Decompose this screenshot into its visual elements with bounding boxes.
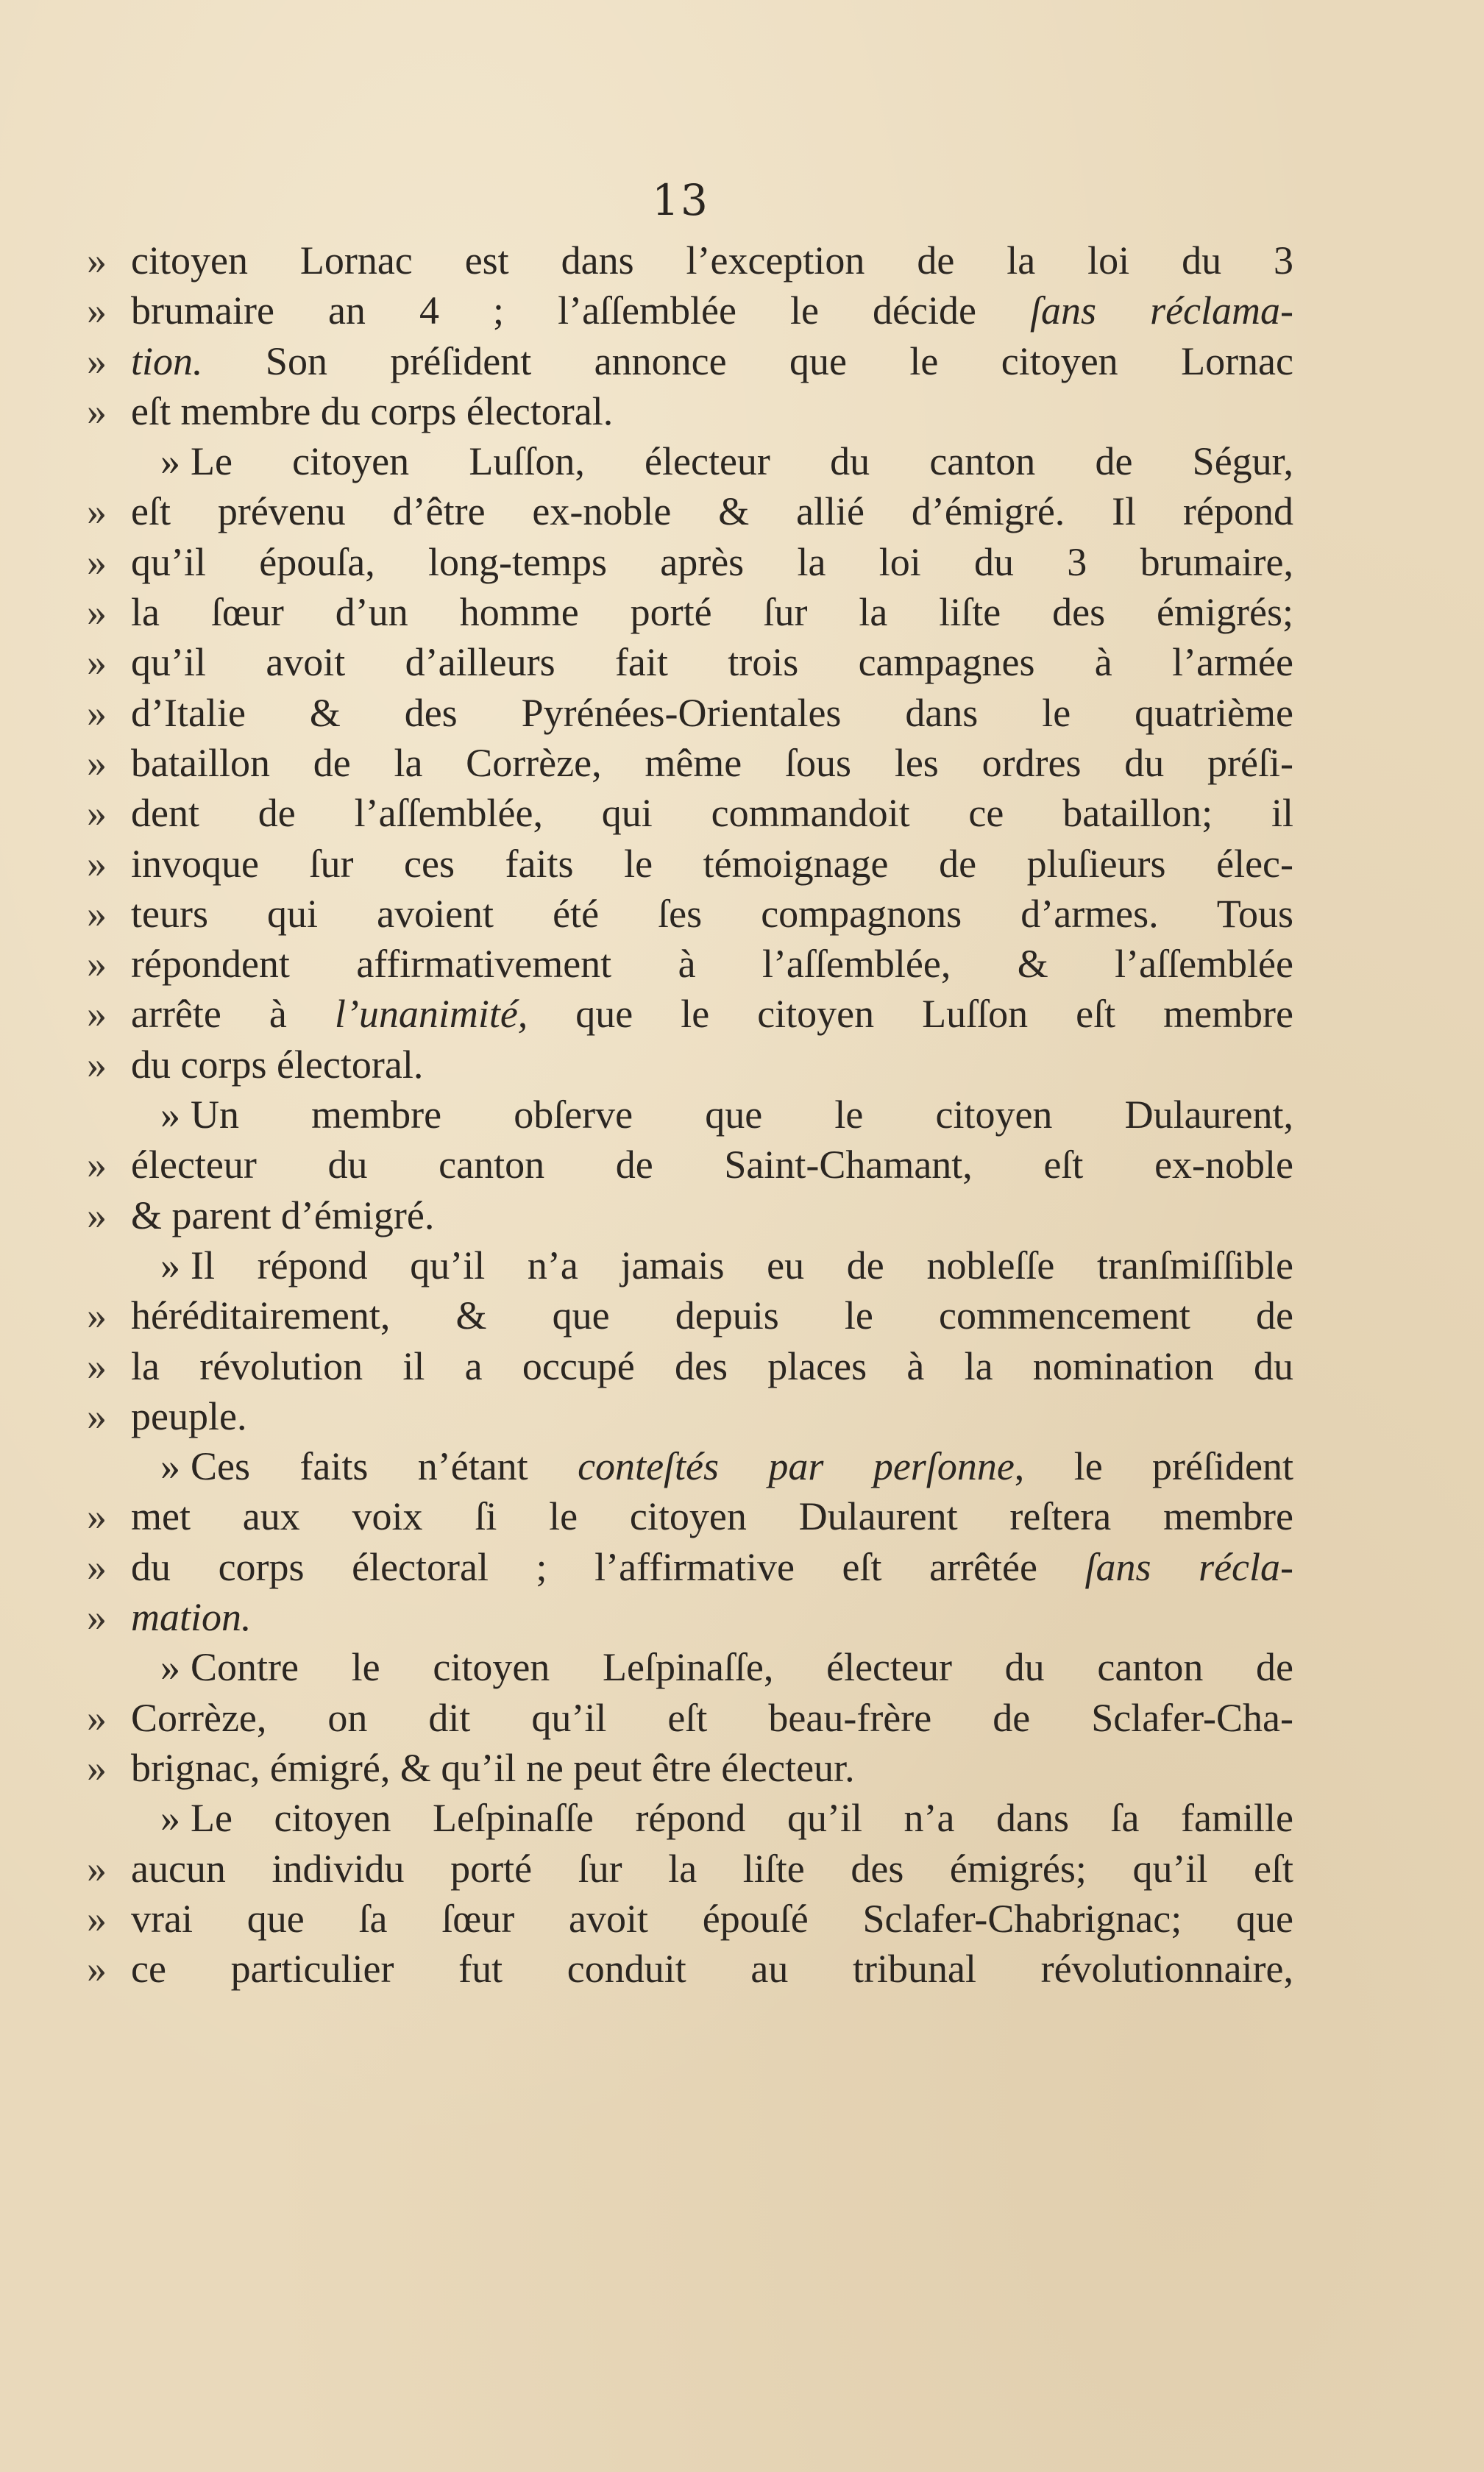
quote-mark: » [87, 590, 107, 635]
inline-quote-mark: » [160, 1645, 180, 1690]
inline-quote-mark: » [160, 439, 180, 484]
text-line [87, 1090, 1293, 1140]
line-text [131, 1140, 1293, 1190]
quote-mark: » [87, 1293, 107, 1338]
text-run: Contre le citoyen Leſpinaſſe, électeur du canton de [191, 1645, 1293, 1690]
body-text [87, 235, 1293, 1994]
text-line [87, 436, 1293, 486]
line-text [131, 839, 1293, 889]
quote-mark: » [87, 791, 107, 836]
line-text [131, 1090, 1293, 1140]
text-line [87, 537, 1293, 587]
text-line [87, 1642, 1293, 1692]
text-run: ce particulier fut conduit au tribunal révolutionnaire, [131, 1947, 1293, 1992]
quote-mark: » [87, 1343, 107, 1388]
text-run: arrête à [131, 992, 335, 1037]
line-text [131, 1341, 1293, 1391]
text-run: , le préſident [1014, 1444, 1293, 1489]
quote-mark: » [87, 1595, 107, 1640]
line-text [131, 939, 1293, 989]
page-number: 13 [652, 175, 709, 225]
inline-quote-mark: » [160, 1093, 180, 1137]
text-line [87, 1040, 1293, 1090]
text-line [87, 637, 1293, 687]
italic-text: ſans récla- [1084, 1544, 1293, 1589]
text-run: Le citoyen Luſſon, électeur du canton de Ségur, [191, 439, 1293, 484]
text-run: invoque ſur ces faits le témoignage de pluſieurs élec- [131, 841, 1293, 886]
text-line [87, 688, 1293, 738]
text-line [87, 1894, 1293, 1944]
text-line [87, 889, 1293, 939]
text-run: répondent affirmativement à l’aſſemblée, & l’aſſemblée [131, 942, 1293, 987]
text-run: Son préſident annonce que le citoyen Lornac [202, 338, 1293, 383]
quote-mark: » [87, 1695, 107, 1740]
quote-mark: » [87, 1846, 107, 1891]
text-run: la révolution il a occupé des places à la nomination du [131, 1343, 1293, 1388]
text-line [87, 486, 1293, 536]
quote-mark: » [87, 1745, 107, 1790]
line-text [131, 1894, 1293, 1944]
text-run: d’Italie & des Pyrénées-Orientales dans le quatrième [131, 690, 1293, 735]
line-text [131, 1391, 1293, 1441]
line-text [131, 989, 1293, 1039]
text-run: & parent d’émigré. [131, 1193, 435, 1237]
text-line [87, 1441, 1293, 1491]
quote-mark: » [87, 1042, 107, 1087]
line-text [131, 1441, 1293, 1491]
text-line [87, 788, 1293, 838]
line-text [131, 1844, 1293, 1894]
text-line [87, 235, 1293, 285]
quote-mark: » [87, 1143, 107, 1187]
italic-text: mation. [131, 1595, 252, 1640]
line-text [131, 738, 1293, 788]
text-line [87, 336, 1293, 386]
text-line [87, 1341, 1293, 1391]
text-line [87, 1491, 1293, 1541]
line-text [131, 1290, 1293, 1340]
italic-text: conteſtés par perſonne [578, 1444, 1015, 1489]
text-run: dent de l’aſſemblée, qui commandoit ce bataillon; il [131, 791, 1293, 836]
line-text [131, 1240, 1293, 1290]
italic-text: tion. [131, 338, 203, 383]
line-text [131, 1944, 1293, 1994]
quote-mark: » [87, 942, 107, 987]
quote-mark: » [87, 1393, 107, 1438]
quote-mark: » [87, 489, 107, 534]
text-run: bataillon de la Corrèze, même ſous les ordres du préſi- [131, 740, 1293, 785]
text-line [87, 1844, 1293, 1894]
line-text [131, 1642, 1293, 1692]
line-text [131, 637, 1293, 687]
inline-quote-mark: » [160, 1444, 180, 1489]
text-run: que le citoyen Luſſon eſt membre [528, 992, 1293, 1037]
text-line [87, 1542, 1293, 1592]
line-text [131, 1542, 1293, 1592]
text-run: qu’il avoit d’ailleurs fait trois campagnes à l’armée [131, 640, 1293, 685]
text-line [87, 1140, 1293, 1190]
text-run: eſt membre du corps électoral. [131, 388, 614, 433]
quote-mark: » [87, 1947, 107, 1992]
quote-mark: » [87, 740, 107, 785]
text-run: brignac, émigré, & qu’il ne peut être électeur. [131, 1745, 855, 1790]
text-run: teurs qui avoient été ſes compagnons d’armes. Tous [131, 891, 1293, 936]
quote-mark: » [87, 1544, 107, 1589]
quote-mark: » [87, 992, 107, 1037]
quote-mark: » [87, 891, 107, 936]
text-run: Il répond qu’il n’a jamais eu de nobleſſe tranſmiſſible [191, 1243, 1293, 1288]
quote-mark: » [87, 841, 107, 886]
line-text [131, 436, 1293, 486]
text-run: électeur du canton de Saint-Chamant, eſt ex-noble [131, 1143, 1293, 1187]
inline-quote-mark: » [160, 1243, 180, 1288]
line-text [131, 1793, 1293, 1843]
text-line [87, 1240, 1293, 1290]
quote-mark: » [87, 1896, 107, 1941]
text-run: Un membre obſerve que le citoyen Dulaurent, [191, 1093, 1293, 1137]
line-text [131, 1190, 1293, 1240]
line-text [131, 235, 1293, 285]
text-run: met aux voix ſi le citoyen Dulaurent reſtera membre [131, 1494, 1293, 1539]
text-line [87, 1391, 1293, 1441]
quote-mark: » [87, 640, 107, 685]
text-line [87, 939, 1293, 989]
text-run: héréditairement, & que depuis le commencement de [131, 1293, 1293, 1338]
text-line [87, 587, 1293, 637]
text-run: la ſœur d’un homme porté ſur la liſte des émigrés; [131, 590, 1293, 635]
line-text [131, 386, 1293, 436]
line-text [131, 587, 1293, 637]
line-text [131, 1592, 1293, 1642]
quote-mark: » [87, 1494, 107, 1539]
text-line [87, 1944, 1293, 1994]
line-text [131, 537, 1293, 587]
text-run: vrai que ſa ſœur avoit épouſé Sclafer-Chabrignac; que [131, 1896, 1293, 1941]
text-run: qu’il épouſa, long-temps après la loi du 3 brumaire, [131, 539, 1293, 584]
text-run: Le citoyen Leſpinaſſe répond qu’il n’a dans ſa famille [191, 1796, 1293, 1841]
text-run: aucun individu porté ſur la liſte des émigrés; qu’il eſt [131, 1846, 1293, 1891]
line-text [131, 336, 1293, 386]
quote-mark: » [87, 539, 107, 584]
text-run: Corrèze, on dit qu’il eſt beau-frère de Sclafer-Cha- [131, 1695, 1293, 1740]
italic-text: ſans réclama- [1030, 288, 1293, 333]
text-run: du corps électoral. [131, 1042, 424, 1087]
quote-mark: » [87, 288, 107, 333]
quote-mark: » [87, 238, 107, 283]
text-run: brumaire an 4 ; l’aſſemblée le décide [131, 288, 1030, 333]
text-run: du corps électoral ; l’affirmative eſt arrêtée [131, 1544, 1085, 1589]
text-run: peuple. [131, 1393, 247, 1438]
line-text [131, 486, 1293, 536]
text-line [87, 1743, 1293, 1793]
text-line [87, 1793, 1293, 1843]
line-text [131, 285, 1293, 335]
text-line [87, 839, 1293, 889]
text-run: eſt prévenu d’être ex-noble & allié d’émigré. Il répond [131, 489, 1293, 534]
line-text [131, 889, 1293, 939]
text-line [87, 989, 1293, 1039]
text-run: citoyen Lornac est dans l’exception de la loi du 3 [131, 238, 1293, 283]
line-text [131, 788, 1293, 838]
quote-mark: » [87, 338, 107, 383]
quote-mark: » [87, 1193, 107, 1237]
italic-text: l’unanimité, [334, 992, 528, 1037]
text-line [87, 738, 1293, 788]
text-line [87, 1290, 1293, 1340]
text-run: Ces faits n’étant [191, 1444, 578, 1489]
text-line [87, 1190, 1293, 1240]
text-line [87, 1592, 1293, 1642]
text-line [87, 386, 1293, 436]
text-line [87, 285, 1293, 335]
text-line [87, 1693, 1293, 1743]
quote-mark: » [87, 388, 107, 433]
quote-mark: » [87, 690, 107, 735]
line-text [131, 1040, 1293, 1090]
inline-quote-mark: » [160, 1796, 180, 1841]
line-text [131, 1693, 1293, 1743]
line-text [131, 1743, 1293, 1793]
line-text [131, 688, 1293, 738]
line-text [131, 1491, 1293, 1541]
